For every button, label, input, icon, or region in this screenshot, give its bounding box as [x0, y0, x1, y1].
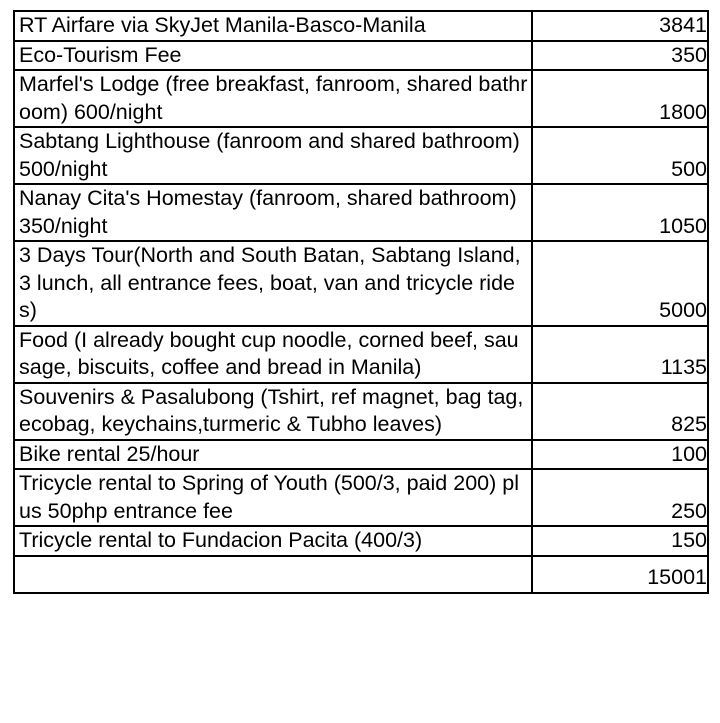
table-row	[14, 70, 708, 127]
cell-amount: 5000	[532, 241, 708, 326]
cell-description: Bike rental 25/hour	[14, 440, 532, 470]
total-amount: 15001	[532, 556, 708, 593]
cell-description: Sabtang Lighthouse (fanroom and shared bathroom) 500/night	[14, 127, 532, 184]
cell-description: Tricycle rental to Fundacion Pacita (400/3)	[14, 526, 532, 556]
cell-amount: 825	[532, 383, 708, 440]
total-label	[14, 556, 532, 593]
cell-amount: 250	[532, 469, 708, 526]
cell-amount: 150	[532, 526, 708, 556]
total-row	[14, 556, 708, 593]
table-row	[14, 440, 708, 470]
cell-amount: 1135	[532, 326, 708, 383]
cell-description: Souvenirs & Pasalubong (Tshirt, ref magnet, bag tag, ecobag, keychains,turmeric & Tubho leaves)	[14, 383, 532, 440]
cell-amount: 350	[532, 41, 708, 71]
cell-description: Tricycle rental to Spring of Youth (500/3, paid 200) plus 50php entrance fee	[14, 469, 532, 526]
cell-description: RT Airfare via SkyJet Manila-Basco-Manila	[14, 11, 532, 41]
table-row	[14, 469, 708, 526]
expense-table	[13, 10, 709, 594]
cell-amount: 100	[532, 440, 708, 470]
cell-amount: 1050	[532, 184, 708, 241]
table-row	[14, 41, 708, 71]
table-row	[14, 526, 708, 556]
table-row	[14, 127, 708, 184]
cell-amount: 3841	[532, 11, 708, 41]
cell-description: Nanay Cita's Homestay (fanroom, shared bathroom) 350/night	[14, 184, 532, 241]
cell-amount: 1800	[532, 70, 708, 127]
table-row	[14, 326, 708, 383]
cell-description: Eco-Tourism Fee	[14, 41, 532, 71]
cell-description: Food (I already bought cup noodle, corned beef, sausage, biscuits, coffee and bread in Manila)	[14, 326, 532, 383]
table-row	[14, 383, 708, 440]
table-row	[14, 241, 708, 326]
cell-amount: 500	[532, 127, 708, 184]
table-row	[14, 11, 708, 41]
cell-description: 3 Days Tour(North and South Batan, Sabtang Island, 3 lunch, all entrance fees, boat, van and tricycle rides)	[14, 241, 532, 326]
cell-description: Marfel's Lodge (free breakfast, fanroom, shared bathroom) 600/night	[14, 70, 532, 127]
table-row	[14, 184, 708, 241]
